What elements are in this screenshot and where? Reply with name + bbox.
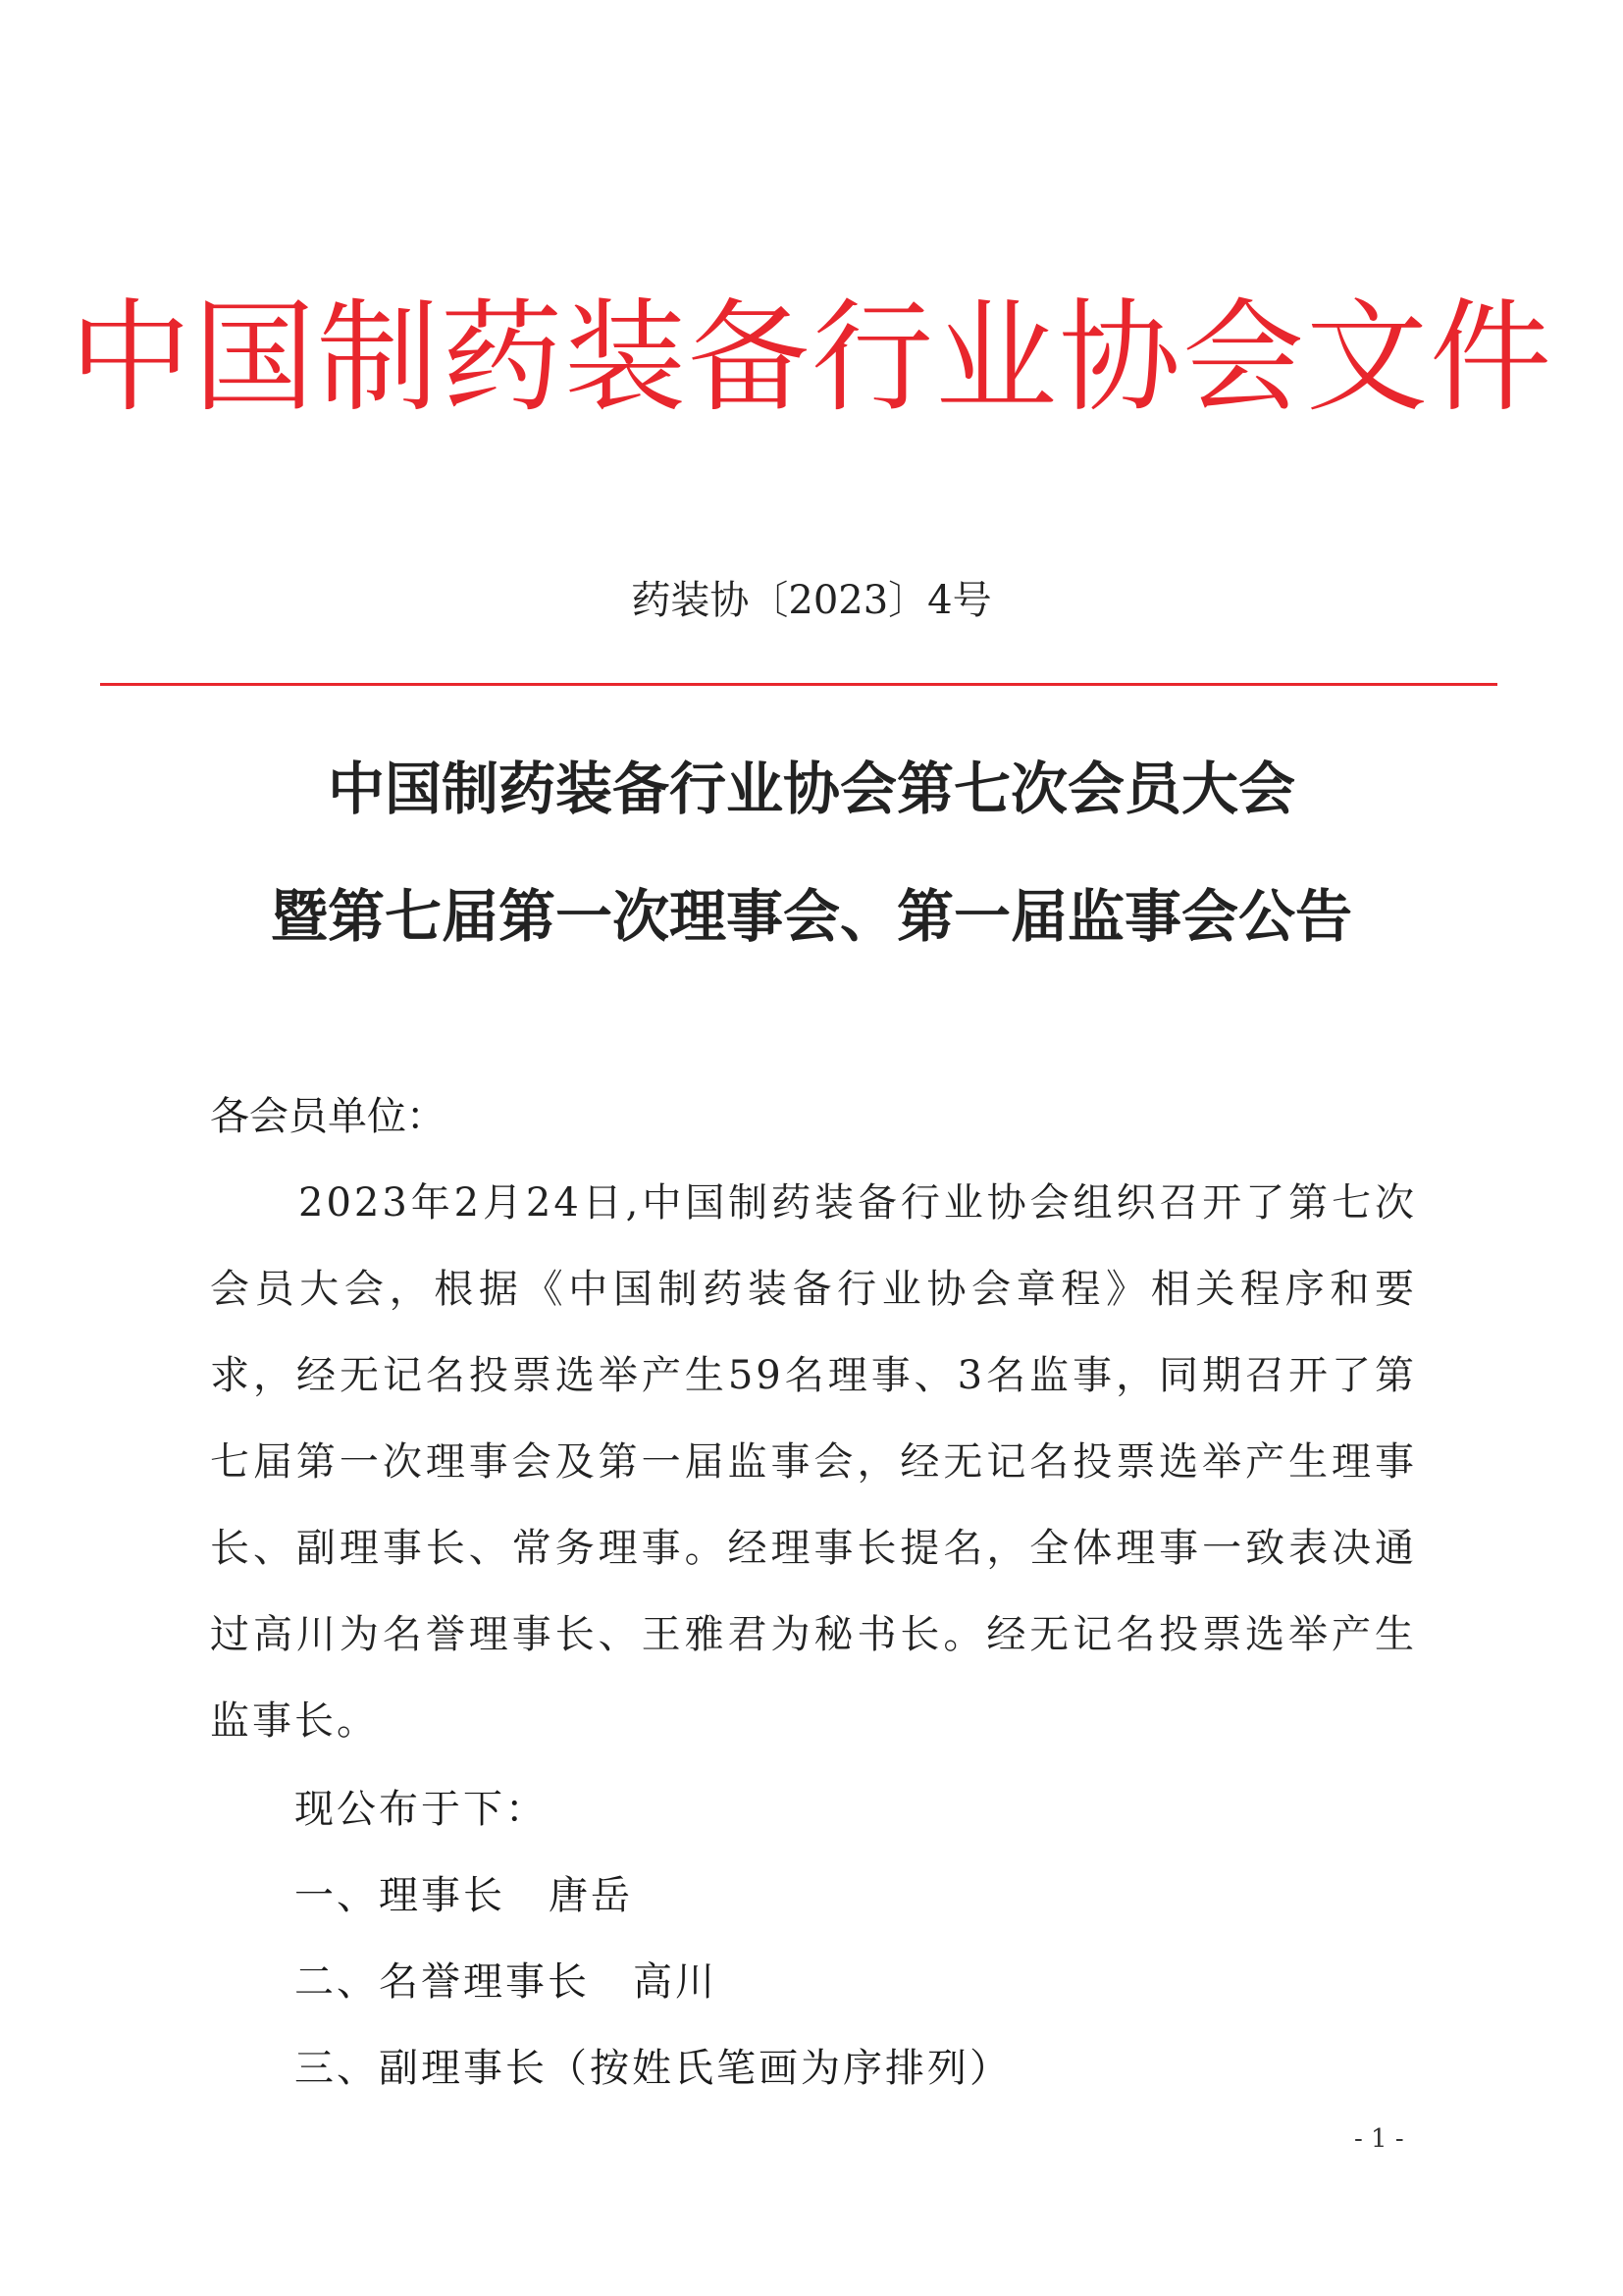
list-item-label: 二、名誉理事长 [294,1959,590,2005]
list-item-label: 一、理事长 [294,1873,505,1918]
page-number: - 1 - [1354,2124,1404,2154]
list-item-value: 高川 [633,1959,717,2005]
list-item-label: 三、副理事长（按姓氏笔画为序排列） [294,2046,1012,2091]
list-item-value: 唐岳 [549,1873,633,1918]
notice-title-line-1: 中国制药装备行业协会第七次会员大会 [327,756,1295,822]
document-header-title: 中国制药装备行业协会文件 [69,287,1553,429]
body-paragraph: 2023年2月24日,中国制药装备行业协会组织召开了第七次会员大会，根据《中国制药装备行业协会章程》相关程序和要求，经无记名投票选举产生59名理事、3名监事，同期召开了第七届第一次理事会及第一届监事会，经无记名投票选举产生理事长、副理事长、常务理事。经理事长提名，全体理事一致表决通过高川为名誉理事长、王雅君为秘书长。经无记名投票选举产生监事长。 [210,1180,1417,1744]
list-item [294,1939,717,2025]
list-item [294,2025,1012,2112]
document-number: 药装协〔2023〕4号 [631,578,992,623]
list-item [294,1852,633,1939]
announce-intro: 现公布于下： [294,1787,548,1832]
notice-title-line-2: 暨第七届第一次理事会、第一届监事会公告 [270,883,1352,950]
red-divider-line [100,683,1497,686]
salutation: 各会员单位： [210,1094,445,1139]
